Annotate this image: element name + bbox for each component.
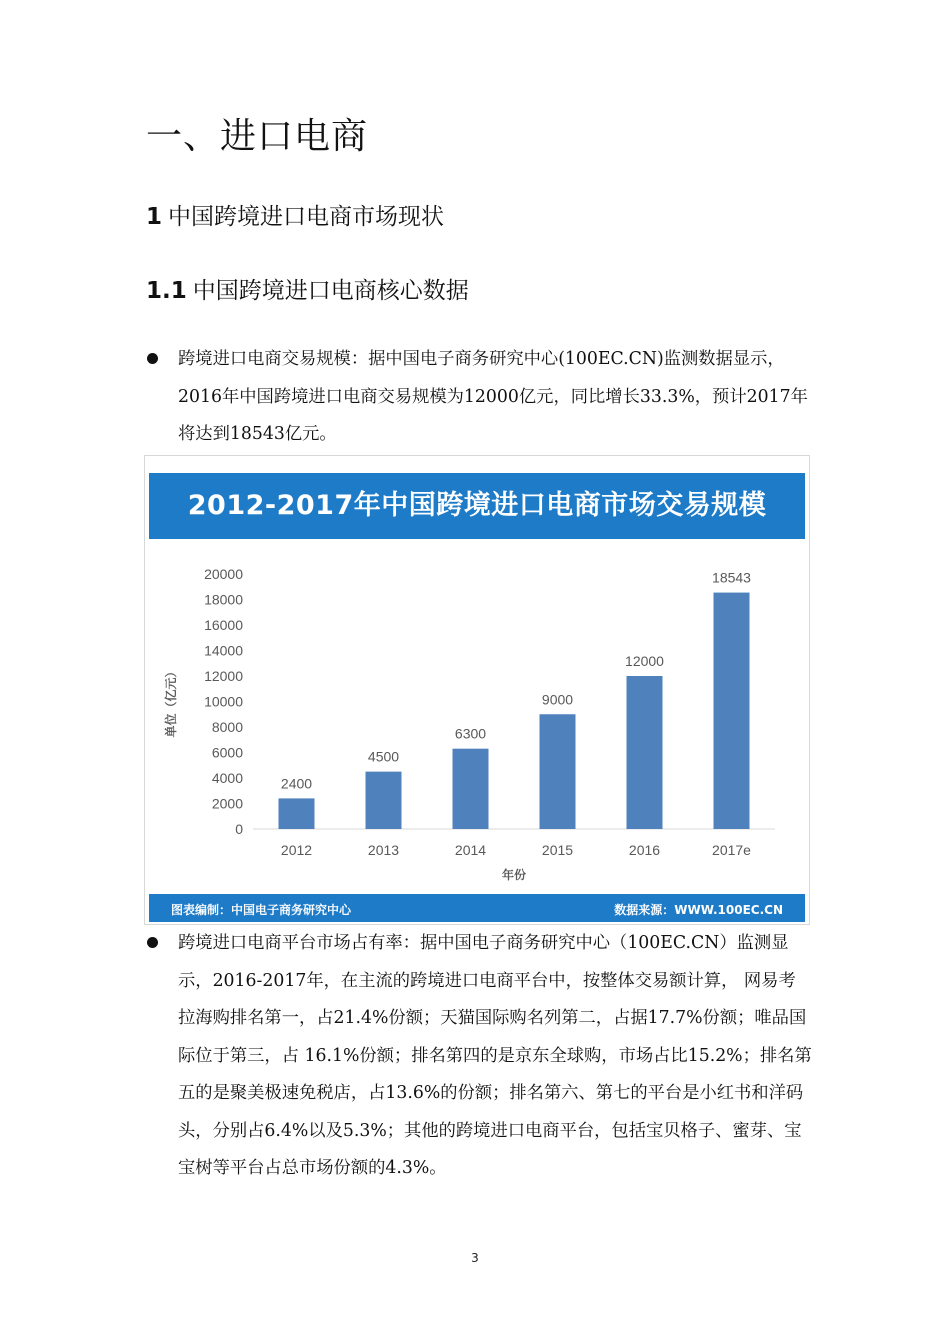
page-number: 3: [471, 1251, 479, 1265]
x-tick-label: 2015: [541, 842, 574, 858]
bar: [714, 593, 750, 829]
x-tick-label: 2017e: [712, 842, 751, 858]
bullet-paragraph: 跨境进口电商平台市场占有率：据中国电子商务研究中心（100EC.CN）监测显示，2016-2017年，在主流的跨境进口电商平台中，按整体交易额计算， 网易考拉海购排名第一，占21.4%份额；天猫国际购名列第二，占据17.7%份额；唯品国际位于第三，占 16.1%份额；排名第四的是京东全球购，市场占比15.2%；排名第五的是聚美极速免税店，占13.6%的份额；排名第六、第七的平台是小红书和洋码头，分别占6.4%以及5.3%；其他的跨境进口电商平台，包括宝贝格子、蜜芽、宝宝树等平台占总市场份额的4.3%。: [178, 933, 812, 1178]
heading-level-1: 一、进口电商: [146, 116, 369, 157]
chart-credit: 图表编制：中国电子商务研究中心: [171, 903, 352, 917]
heading-level-2: [146, 198, 444, 231]
chart-figure: [144, 455, 810, 925]
data-label: 9000: [541, 691, 574, 708]
heading-text: 中国跨境进口电商核心数据: [192, 278, 469, 304]
y-tick-label: 20000: [204, 566, 243, 582]
bullet-paragraph: 跨境进口电商交易规模：据中国电子商务研究中心(100EC.CN)监测数据显示，2016年中国跨境进口电商交易规模为12000亿元，同比增长33.3%，预计2017年将达到18543亿元。: [178, 349, 808, 444]
data-label: 12000: [625, 653, 664, 669]
bar-chart: [145, 546, 809, 890]
bar: [279, 798, 315, 829]
y-tick-label: 0: [235, 821, 243, 837]
bar: [453, 749, 489, 829]
heading-number: 1: [146, 204, 163, 230]
x-tick-label: 2016: [628, 842, 661, 858]
heading-text: 中国跨境进口电商市场现状: [168, 204, 445, 230]
bar: [627, 676, 663, 829]
chart-source: 数据来源：WWW.100EC.CN: [614, 903, 783, 917]
data-label: 18543: [712, 569, 751, 586]
y-tick-label: 14000: [204, 642, 243, 659]
x-tick-label: 2012: [280, 842, 313, 858]
x-tick-label: 2014: [454, 842, 487, 858]
heading-level-3: [146, 272, 469, 305]
chart-footer-banner: [149, 894, 805, 922]
y-tick-label: 10000: [204, 693, 243, 710]
bullet-dot-icon: [147, 937, 158, 948]
y-tick-label: 4000: [211, 770, 243, 786]
bullet-dot-icon: [147, 353, 158, 364]
y-axis-title: 单位（亿元）: [164, 665, 178, 738]
y-tick-label: 6000: [211, 744, 243, 761]
y-tick-label: 12000: [204, 668, 243, 684]
chart-title-banner: [149, 473, 805, 539]
bar: [366, 772, 402, 829]
chart-title: 2012-2017年中国跨境进口电商市场交易规模: [187, 490, 767, 521]
y-tick-label: 16000: [204, 617, 243, 633]
data-label: 2400: [280, 775, 313, 792]
y-tick-label: 8000: [211, 719, 243, 735]
bar: [540, 714, 576, 829]
data-label: 6300: [454, 725, 487, 742]
y-tick-label: 2000: [211, 795, 243, 812]
x-axis-title: 年份: [501, 868, 527, 882]
y-tick-label: 18000: [204, 591, 243, 608]
data-label: 4500: [367, 748, 400, 765]
x-tick-label: 2013: [367, 842, 400, 858]
heading-number: 1.1: [146, 278, 187, 304]
